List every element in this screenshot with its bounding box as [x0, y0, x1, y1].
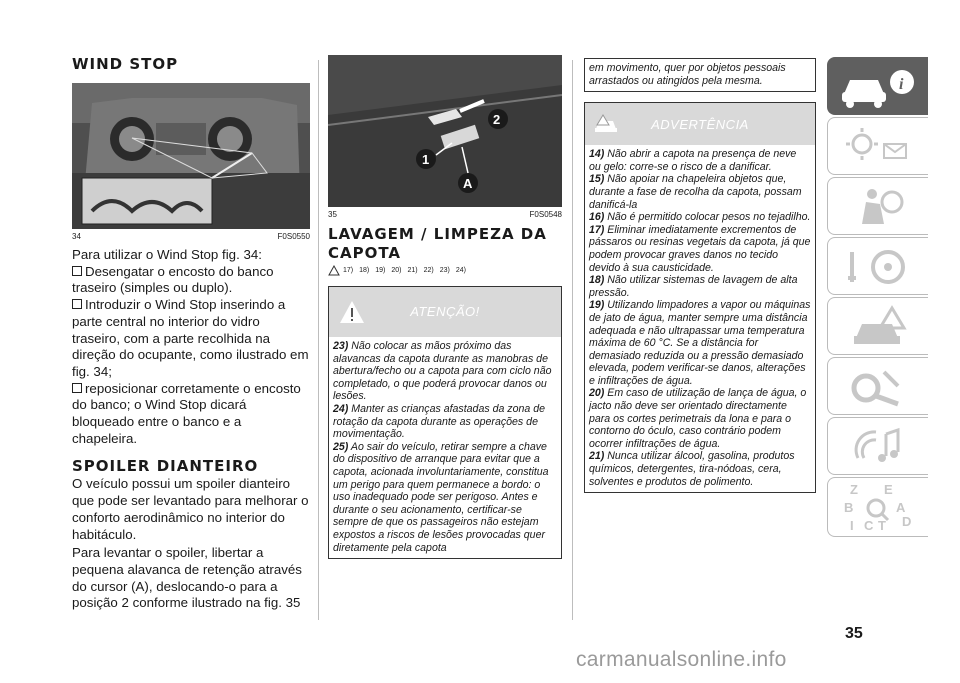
- chapter-tabs: [827, 57, 928, 539]
- warning-item-text: Não utilizar sistemas de lavagem de alta pressão.: [589, 274, 798, 299]
- warning-item-number: 16): [589, 211, 605, 224]
- warning-item-number: 19): [589, 299, 605, 312]
- warning-item-number: 25): [333, 440, 349, 453]
- warning-item-text: Utilizando limpadores a vapor ou máquinas de jato de água, manter sempre uma distância adequada e não ultrapassar uma temperatura máxima de 60 °C. Se a distância for demasiado reduzida ou a pressão demasiado elevada, podem verificar-se danos, alterações e infiltrações de água.: [589, 299, 811, 387]
- warning-item: [333, 403, 557, 441]
- step-item: [72, 381, 310, 448]
- attention-body: [329, 337, 561, 558]
- advertencia-body: [585, 145, 815, 492]
- column-3: [584, 58, 816, 493]
- warning-item: [589, 148, 811, 173]
- callout-2: 2: [493, 112, 501, 127]
- warning-item: [333, 441, 557, 554]
- attention-header: [329, 287, 561, 337]
- capota-latch-illustration: [328, 55, 562, 207]
- index-letter: Z: [850, 482, 858, 497]
- warning-item: [589, 173, 811, 211]
- checkbox-icon: [72, 383, 82, 393]
- warning-item-text: Não abrir a capota na presença de neve ou gelo: corre-se o risco de a danificar.: [589, 148, 797, 173]
- wind-stop-illustration: [72, 83, 310, 229]
- tab-warning-lights[interactable]: [827, 117, 928, 175]
- index-letter: C: [864, 518, 874, 533]
- ref-item: 18): [359, 267, 370, 274]
- attention-title: ATENÇÃO!: [410, 304, 480, 319]
- column-divider: [318, 60, 319, 620]
- warning-item-text: Eliminar imediatamente excrementos de pássaros ou resinas vegetais da capota, já que podem provocar graves danos no tecido devido à sua causticidade.: [589, 223, 811, 274]
- warning-item-text: Nunca utilizar álcool, gasolina, produtos químicos, detergentes, tira-nódoas, cera, solventes e produtos de polimento.: [589, 450, 795, 488]
- index-letter: B: [844, 500, 854, 515]
- warning-item-text: Não colocar as mãos próximo das alavancas da capota durante as manobras de abertura/fecho ou a capota para com ciclo não completado, o que poderá provocar danos ou lesões.: [333, 340, 552, 403]
- intro-text: Para utilizar o Wind Stop fig. 34:: [72, 247, 262, 262]
- warning-item-number: 24): [333, 402, 349, 415]
- ref-item: 20): [391, 267, 402, 274]
- page-number: 35: [845, 625, 863, 642]
- svg-text:i: i: [899, 76, 904, 93]
- figure-number: 34: [72, 232, 81, 241]
- tab-index[interactable]: [827, 477, 928, 537]
- tab-emergency[interactable]: [827, 297, 928, 355]
- warning-item-text: Não é permitido colocar pesos no tejadilho.: [607, 211, 811, 224]
- warning-item-text: Ao sair do veículo, retirar sempre a chave do dispositivo de arranque para evitar que a capota, acionada involuntariamente, constitua um perigo para quem permanece a bordo: o uso inadequado pode ser perigoso. Antes e durante o seu acionamento, certificar-se sempre de que os passageiros não estejam expostos a riscos de lesões provocadas quer diretamente pela capota: [333, 440, 549, 554]
- warning-item: [589, 274, 811, 299]
- figure-code: F0S0550: [277, 232, 310, 241]
- section-heading-wind-stop: WIND STOP: [72, 55, 179, 73]
- figure-code: F0S0548: [529, 210, 562, 219]
- spoiler-paragraph-2: Para levantar o spoiler, libertar a pequena alavanca de retenção através do cursor (A), deslocando-o para a posição 2 conforme ilustrado na fig. 35: [72, 545, 302, 611]
- warning-item-number: 23): [333, 340, 349, 352]
- tab-starting-driving[interactable]: [827, 237, 928, 295]
- index-letter: I: [850, 518, 854, 533]
- step-item: [72, 264, 310, 297]
- column-divider: [572, 60, 573, 620]
- step-text: reposicionar corretamente o encosto do banco; o Wind Stop dicará bloqueado entre o banco e a chapeleira.: [72, 380, 301, 446]
- index-icon: [828, 478, 928, 536]
- safety-airbag-icon: [828, 178, 928, 234]
- checkbox-icon: [72, 266, 82, 276]
- index-letter: E: [884, 482, 893, 497]
- warning-item-number: 20): [589, 387, 605, 400]
- warning-item-number: 17): [589, 223, 605, 236]
- step-text: Desengatar o encosto do banco traseiro (simples ou duplo).: [72, 263, 274, 296]
- maintenance-icon: [828, 358, 928, 414]
- callout-a: A: [463, 176, 473, 191]
- section-heading-spoiler: SPOILER DIANTEIRO: [72, 457, 259, 476]
- warning-item-text: Não apoiar na chapeleira objetos que, durante a fase de recolha da capota, possam danificá-la: [589, 173, 802, 211]
- warning-lights-icon: [828, 118, 928, 174]
- index-letter: T: [878, 518, 886, 533]
- warning-item-number: 15): [589, 173, 605, 186]
- tab-maintenance[interactable]: [827, 357, 928, 415]
- figure-number: 35: [328, 210, 337, 219]
- column-1: [72, 55, 310, 612]
- warning-item-number: 14): [589, 148, 605, 161]
- warning-item: [589, 211, 811, 224]
- continuation-text: em movimento, quer por objetos pessoais arrastados ou atingidos pela mesma.: [589, 62, 786, 87]
- ref-item: 23): [439, 267, 450, 274]
- tab-safety[interactable]: [827, 177, 928, 235]
- step-item: [72, 297, 310, 381]
- advertencia-header: [585, 103, 815, 145]
- warning-item-number: 18): [589, 274, 605, 287]
- section-heading-lavagem: LAVAGEM / LIMPEZA DA CAPOTA: [328, 225, 547, 262]
- figure-34-image: [72, 83, 310, 229]
- warning-item: [589, 299, 811, 387]
- advertencia-box: [584, 102, 816, 493]
- warning-item-text: Manter as crianças afastadas da zona de rotação da capota durante as operações de movimentação.: [333, 402, 546, 441]
- column-2: [328, 55, 562, 559]
- spoiler-paragraph-1: O veículo possui um spoiler dianteiro que pode ser levantado para melhorar o conforto aerodinâmico no interior do habitáculo.: [72, 476, 309, 542]
- tab-multimedia[interactable]: [827, 417, 928, 475]
- warning-item-text: Em caso de utilização de lança de água, o jacto não deve ser orientado directamente para os cortes perimetrais da lona e para o contorno do óculo, caso contrário podem ocorrer infiltrações de água.: [589, 387, 807, 450]
- car-info-icon: [828, 58, 928, 114]
- warning-item: [589, 450, 811, 488]
- ref-item: 19): [375, 267, 386, 274]
- index-letter: A: [896, 500, 906, 515]
- checkbox-icon: [72, 299, 82, 309]
- figure-35-caption: [328, 210, 562, 219]
- attention-box: [328, 286, 562, 559]
- continuation-box: [584, 58, 816, 92]
- emergency-icon: [828, 298, 928, 354]
- callout-1: 1: [422, 152, 430, 167]
- ref-item: 17): [343, 267, 354, 274]
- step-text: Introduzir o Wind Stop inserindo a parte central no interior do vidro traseiro, com a parte recolhida na direção do ocupante, como ilustrado em fig. 34;: [72, 297, 309, 379]
- warning-triangle-icon: [328, 265, 340, 276]
- driving-steering-icon: [828, 238, 928, 294]
- index-letter: D: [902, 514, 912, 529]
- warning-item-number: 21): [589, 450, 605, 463]
- ref-item: 24): [455, 267, 466, 274]
- warning-item: [589, 224, 811, 274]
- warning-item: [589, 387, 811, 450]
- warning-item: [333, 340, 557, 403]
- ref-item: 22): [423, 267, 434, 274]
- figure-35-image: [328, 55, 562, 207]
- figure-34-caption: [72, 232, 310, 241]
- watermark: carmanualsonline.info: [576, 648, 787, 671]
- ref-item: 21): [407, 267, 418, 274]
- warning-references: [328, 265, 562, 276]
- multimedia-icon: [828, 418, 928, 474]
- advertencia-title: ADVERTÊNCIA: [651, 117, 749, 133]
- tab-car-info[interactable]: [827, 57, 928, 115]
